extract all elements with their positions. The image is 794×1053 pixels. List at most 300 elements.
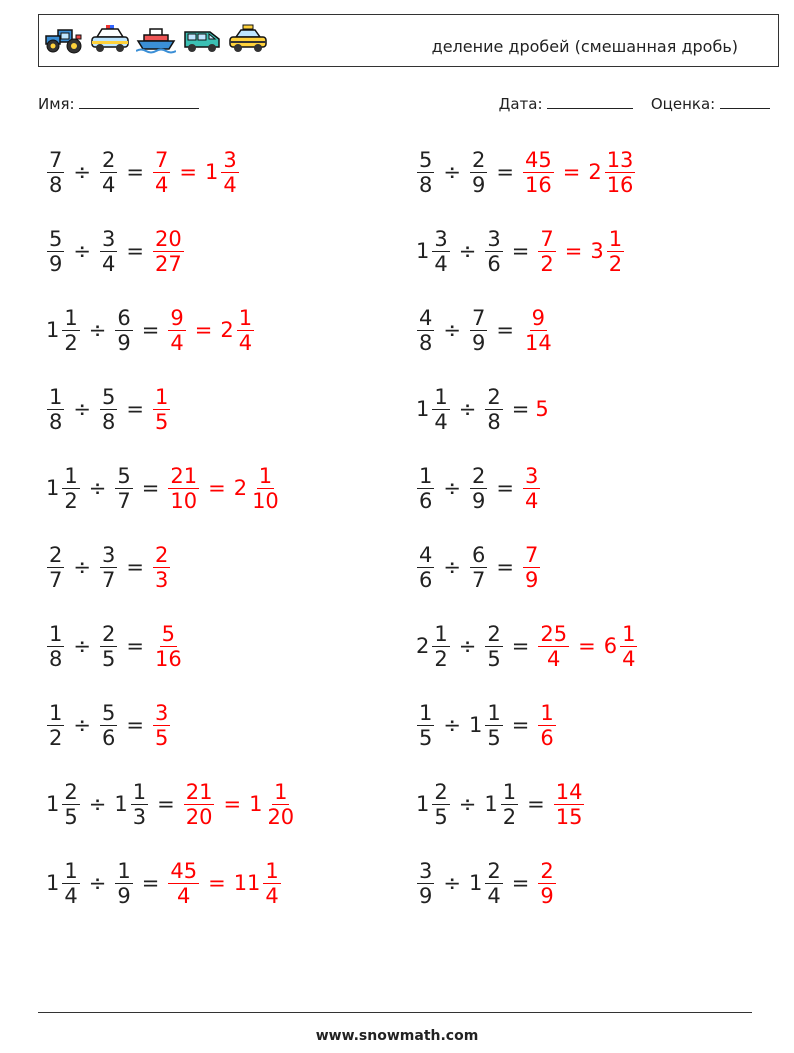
answer-mixed-fraction-denominator: 2 — [608, 251, 623, 276]
operand-a-fraction — [417, 701, 434, 750]
problem-item — [414, 379, 549, 439]
answer — [535, 397, 548, 421]
answer-mixed-fraction-denominator: 4 — [265, 883, 279, 908]
operand-a-fraction-denominator: 9 — [49, 251, 63, 276]
operand-a-fraction-denominator: 8 — [419, 172, 433, 197]
operand-b-fraction — [100, 227, 117, 276]
operand-a-fraction — [62, 464, 79, 513]
operand-a-fraction-denominator: 2 — [64, 488, 78, 513]
taxi-icon — [228, 24, 268, 54]
answer-improper-fraction — [153, 543, 170, 592]
operand-b-fraction — [115, 306, 132, 355]
answer-improper-fraction-denominator: 16 — [524, 172, 552, 197]
answer-improper-fraction-numerator: 9 — [531, 305, 546, 330]
operand-b-fraction-numerator: 3 — [101, 226, 116, 251]
header-icons — [44, 24, 268, 54]
tractor-icon — [44, 24, 84, 54]
operand-a-fraction-numerator: 5 — [49, 226, 63, 251]
answer-improper-fraction-numerator: 21 — [170, 463, 198, 488]
answer-improper-fraction-denominator: 15 — [555, 804, 583, 829]
operand-a-fraction-numerator: 1 — [49, 384, 63, 409]
answer-mixed-whole: 1 — [249, 792, 263, 816]
answer — [150, 148, 242, 197]
answer-improper-fraction-numerator: 5 — [161, 621, 176, 646]
equals-sign: = — [511, 713, 530, 737]
equals-sign: = — [126, 239, 144, 263]
operand-a-fraction-numerator: 7 — [49, 147, 63, 172]
answer-improper-fraction-numerator: 25 — [540, 621, 568, 646]
answer-mixed-fraction-numerator: 3 — [223, 147, 237, 172]
operand-b-fraction-numerator: 5 — [101, 384, 116, 409]
operand-a-fraction — [417, 859, 434, 908]
operand-a-fraction — [47, 385, 64, 434]
operand-a-fraction-numerator: 3 — [419, 858, 433, 883]
grade-blank[interactable] — [720, 94, 770, 109]
operand-a-fraction — [47, 622, 64, 671]
answer — [165, 859, 283, 908]
operand-a-fraction-numerator: 1 — [64, 305, 78, 330]
answer-equals-sign: = — [578, 634, 596, 658]
problem-item — [414, 142, 638, 202]
operand-a-fraction-numerator: 4 — [419, 542, 433, 567]
operand-b-fraction — [100, 622, 117, 671]
answer-improper-fraction-numerator: 20 — [154, 226, 182, 251]
operand-b-fraction-denominator: 9 — [117, 883, 131, 908]
answer-improper-fraction — [523, 543, 540, 592]
operand-a-fraction-denominator: 8 — [49, 172, 63, 197]
answer — [181, 780, 299, 829]
operand-b-fraction-numerator: 1 — [117, 858, 131, 883]
operand-a-fraction-denominator: 7 — [49, 567, 63, 592]
equals-sign: = — [141, 871, 160, 895]
answer-mixed-fraction — [221, 148, 238, 197]
answer-mixed-fraction-denominator: 16 — [606, 172, 634, 197]
answer — [535, 227, 627, 276]
operand-a-fraction-denominator: 4 — [64, 883, 78, 908]
operand-b-fraction-denominator: 6 — [487, 251, 501, 276]
operand-b-fraction — [131, 780, 148, 829]
operand-b-fraction-denominator: 3 — [132, 804, 147, 829]
operand-b-fraction — [485, 859, 502, 908]
operand-b-fraction-denominator: 4 — [101, 172, 116, 197]
answer-improper-fraction-numerator: 7 — [154, 147, 169, 172]
operand-a-fraction-numerator: 3 — [434, 226, 448, 251]
answer-improper-fraction-numerator: 1 — [540, 700, 554, 725]
answer-improper-fraction — [523, 148, 554, 197]
answer-improper-fraction-numerator: 3 — [524, 463, 539, 488]
operand-b-fraction-denominator: 2 — [502, 804, 517, 829]
divide-sign: ÷ — [458, 634, 477, 658]
operand-a-fraction-denominator: 5 — [434, 804, 448, 829]
operand-a-fraction-numerator: 1 — [419, 463, 433, 488]
answer-improper-fraction — [538, 859, 555, 908]
answer-improper-fraction-denominator: 27 — [154, 251, 182, 276]
answer-mixed-fraction — [620, 622, 637, 671]
answer-improper-fraction-denominator: 4 — [154, 172, 169, 197]
operand-b-fraction-numerator: 2 — [471, 147, 486, 172]
answer-improper-fraction-numerator: 2 — [154, 542, 169, 567]
answer-improper-fraction-numerator: 21 — [185, 779, 213, 804]
operand-a-fraction-numerator: 2 — [434, 779, 448, 804]
van-icon — [182, 24, 222, 54]
answer-improper-fraction — [153, 622, 184, 671]
answer — [150, 701, 173, 750]
answer-equals-sign: = — [194, 318, 213, 342]
answer-integer: 5 — [535, 397, 549, 421]
equals-sign: = — [511, 239, 530, 263]
operand-b-fraction-denominator: 8 — [101, 409, 116, 434]
answer — [520, 543, 543, 592]
answer-mixed-fraction-denominator: 4 — [223, 172, 237, 197]
operand-b-whole: 1 — [468, 713, 483, 737]
operand-b-fraction-numerator: 5 — [101, 700, 116, 725]
answer-equals-sign: = — [564, 239, 583, 263]
answer-improper-fraction-denominator: 4 — [177, 883, 191, 908]
operand-b-fraction-denominator: 4 — [101, 251, 116, 276]
answer-improper-fraction-numerator: 45 — [170, 858, 198, 883]
answer-improper-fraction-numerator: 7 — [540, 226, 554, 251]
operand-a-fraction-denominator: 9 — [419, 883, 433, 908]
answer — [535, 701, 558, 750]
operand-b-fraction — [470, 464, 487, 513]
answer-improper-fraction-numerator: 9 — [170, 305, 184, 330]
answer — [150, 385, 173, 434]
name-blank[interactable] — [79, 94, 199, 109]
problem-item — [44, 379, 173, 439]
operand-a-fraction — [432, 385, 449, 434]
operand-b-fraction — [100, 543, 117, 592]
operand-b-fraction-numerator: 3 — [487, 226, 501, 251]
equals-sign: = — [141, 318, 160, 342]
equals-sign: = — [126, 555, 144, 579]
operand-b-fraction — [100, 701, 117, 750]
answer-improper-fraction — [523, 464, 540, 513]
answer-improper-fraction-numerator: 2 — [540, 858, 554, 883]
answer — [520, 306, 557, 355]
operand-a-fraction — [47, 701, 64, 750]
answer-mixed-fraction — [263, 859, 280, 908]
answer-improper-fraction — [168, 464, 199, 513]
answer-mixed-fraction-numerator: 1 — [265, 858, 279, 883]
answer-mixed-fraction-denominator: 4 — [622, 646, 636, 671]
equals-sign: = — [141, 476, 160, 500]
operand-b-fraction — [115, 859, 132, 908]
operand-a-fraction-numerator: 1 — [434, 621, 448, 646]
answer-improper-fraction-denominator: 14 — [524, 330, 552, 355]
divide-sign: ÷ — [443, 713, 461, 737]
operand-b-fraction-denominator: 8 — [487, 409, 501, 434]
equals-sign: = — [126, 634, 144, 658]
problem-item — [44, 142, 242, 202]
operand-b-fraction-denominator: 5 — [487, 646, 501, 671]
operand-a-fraction-numerator: 2 — [64, 779, 78, 804]
operand-a-fraction — [432, 227, 449, 276]
police-car-icon — [90, 24, 130, 54]
answer-mixed-whole: 3 — [590, 239, 604, 263]
operand-a-fraction — [62, 306, 79, 355]
divide-sign: ÷ — [88, 318, 107, 342]
answer — [150, 622, 187, 671]
operand-b-fraction-denominator: 7 — [117, 488, 131, 513]
answer-equals-sign: = — [223, 792, 242, 816]
answer-mixed-fraction-denominator: 4 — [238, 330, 253, 355]
answer-mixed-fraction — [250, 464, 281, 513]
answer — [535, 622, 640, 671]
operand-b-fraction-numerator: 2 — [487, 858, 501, 883]
divide-sign: ÷ — [73, 555, 91, 579]
divide-sign: ÷ — [458, 239, 477, 263]
operand-b-fraction-numerator: 2 — [471, 463, 486, 488]
answer-equals-sign: = — [179, 160, 197, 184]
worksheet-title: деление дробей (смешанная дробь) — [431, 37, 738, 56]
operand-b-fraction-numerator: 2 — [487, 384, 501, 409]
operand-b-whole: 1 — [114, 792, 128, 816]
answer-equals-sign: = — [208, 476, 226, 500]
answer-mixed-fraction-numerator: 1 — [622, 621, 636, 646]
answer-improper-fraction-denominator: 5 — [154, 725, 169, 750]
name-label: Имя: — [38, 95, 75, 113]
divide-sign: ÷ — [88, 871, 107, 895]
operand-a-fraction — [417, 543, 434, 592]
equals-sign: = — [496, 318, 514, 342]
operand-a-whole: 1 — [46, 318, 60, 342]
problem-item — [44, 221, 187, 281]
operand-a-fraction-denominator: 2 — [434, 646, 448, 671]
operand-b-fraction-numerator: 1 — [132, 779, 147, 804]
answer-mixed-whole: 2 — [220, 318, 234, 342]
date-label: Дата: — [498, 95, 543, 113]
operand-b-fraction — [485, 227, 502, 276]
operand-a-fraction-numerator: 2 — [49, 542, 63, 567]
operand-a-fraction-denominator: 6 — [419, 567, 433, 592]
header-box — [38, 14, 779, 67]
answer-improper-fraction-denominator: 9 — [540, 883, 554, 908]
operand-a-fraction — [47, 148, 64, 197]
operand-b-fraction-numerator: 2 — [101, 621, 116, 646]
answer-mixed-fraction — [605, 148, 636, 197]
operand-a-fraction — [47, 227, 64, 276]
operand-b-fraction-numerator: 2 — [101, 147, 116, 172]
answer-mixed-whole: 2 — [588, 160, 602, 184]
answer-improper-fraction-denominator: 4 — [524, 488, 539, 513]
problem-item — [44, 300, 257, 360]
answer-mixed-fraction-numerator: 1 — [258, 463, 273, 488]
operand-a-fraction-denominator: 8 — [419, 330, 433, 355]
operand-b-fraction — [470, 148, 487, 197]
operand-a-fraction-numerator: 1 — [434, 384, 448, 409]
answer-improper-fraction-numerator: 7 — [524, 542, 539, 567]
answer-mixed-fraction-denominator: 10 — [252, 488, 279, 513]
answer — [520, 464, 543, 513]
operand-a-fraction-denominator: 5 — [64, 804, 78, 829]
answer-improper-fraction — [153, 227, 184, 276]
footer-divider — [38, 1012, 752, 1013]
equals-sign: = — [126, 160, 144, 184]
answer-improper-fraction — [538, 701, 555, 750]
equals-sign: = — [496, 476, 514, 500]
operand-b-fraction-denominator: 5 — [101, 646, 116, 671]
divide-sign: ÷ — [73, 397, 91, 421]
operand-a-fraction-denominator: 4 — [434, 251, 448, 276]
operand-a-fraction-denominator: 4 — [434, 409, 448, 434]
answer-improper-fraction — [153, 148, 170, 197]
operand-a-fraction-numerator: 1 — [64, 858, 78, 883]
operand-b-fraction — [100, 385, 117, 434]
operand-b-fraction — [470, 306, 487, 355]
problem-item — [414, 537, 543, 597]
grade-label: Оценка: — [650, 95, 716, 113]
answer-improper-fraction-numerator: 3 — [154, 700, 169, 725]
equals-sign: = — [511, 397, 530, 421]
divide-sign: ÷ — [443, 318, 461, 342]
problem-item — [44, 774, 299, 834]
divide-sign: ÷ — [443, 160, 461, 184]
answer — [535, 859, 558, 908]
answer-equals-sign: = — [562, 160, 581, 184]
operand-a-fraction — [417, 464, 434, 513]
problem-item — [414, 300, 557, 360]
problem-item — [414, 774, 587, 834]
operand-b-fraction-denominator: 9 — [471, 330, 486, 355]
operand-b-whole: 1 — [468, 871, 483, 895]
operand-a-whole: 1 — [46, 871, 60, 895]
footer-url: www.snowmath.com — [315, 1028, 479, 1044]
divide-sign: ÷ — [458, 397, 477, 421]
equals-sign: = — [157, 792, 175, 816]
operand-a-whole: 1 — [416, 397, 430, 421]
operand-b-fraction-denominator: 9 — [471, 172, 486, 197]
answer-improper-fraction-numerator: 14 — [555, 779, 583, 804]
answer-improper-fraction-numerator: 1 — [154, 384, 169, 409]
divide-sign: ÷ — [88, 476, 107, 500]
operand-b-whole: 1 — [484, 792, 498, 816]
operand-a-fraction-numerator: 1 — [49, 700, 63, 725]
problem-item — [44, 458, 284, 518]
operand-b-fraction-numerator: 2 — [487, 621, 501, 646]
answer — [165, 306, 257, 355]
answer-improper-fraction-denominator: 4 — [170, 330, 184, 355]
date-blank[interactable] — [547, 94, 633, 109]
answer-mixed-fraction-denominator: 20 — [267, 804, 295, 829]
answer-mixed-whole: 1 — [204, 160, 219, 184]
operand-b-fraction-denominator: 5 — [487, 725, 501, 750]
answer — [520, 148, 638, 197]
operand-b-fraction-numerator: 1 — [502, 779, 517, 804]
answer-improper-fraction — [538, 227, 555, 276]
operand-a-whole: 1 — [46, 476, 60, 500]
operand-b-fraction — [470, 543, 487, 592]
answer-improper-fraction — [554, 780, 585, 829]
operand-b-fraction — [115, 464, 132, 513]
equals-sign: = — [126, 397, 144, 421]
problem-item — [414, 458, 543, 518]
answer-improper-fraction — [153, 385, 170, 434]
operand-b-fraction-denominator: 9 — [117, 330, 131, 355]
answer-improper-fraction-denominator: 3 — [154, 567, 169, 592]
operand-a-fraction — [62, 780, 79, 829]
answer-improper-fraction — [153, 701, 170, 750]
problem-item — [414, 221, 627, 281]
operand-a-fraction-numerator: 1 — [49, 621, 63, 646]
divide-sign: ÷ — [73, 160, 91, 184]
operand-a-fraction — [417, 306, 434, 355]
answer — [150, 227, 187, 276]
operand-b-fraction-numerator: 6 — [117, 305, 131, 330]
answer-improper-fraction-numerator: 45 — [524, 147, 552, 172]
answer-mixed-fraction-numerator: 1 — [238, 305, 253, 330]
divide-sign: ÷ — [443, 555, 461, 579]
operand-a-fraction-denominator: 2 — [64, 330, 78, 355]
answer-improper-fraction-denominator: 16 — [154, 646, 182, 671]
answer-mixed-fraction — [265, 780, 296, 829]
divide-sign: ÷ — [88, 792, 107, 816]
answer-mixed-whole: 11 — [233, 871, 261, 895]
operand-b-fraction — [485, 385, 502, 434]
operand-b-fraction — [485, 701, 502, 750]
answer-mixed-whole: 2 — [233, 476, 248, 500]
answer-improper-fraction-denominator: 6 — [540, 725, 554, 750]
operand-b-fraction-numerator: 1 — [487, 700, 501, 725]
operand-a-fraction-denominator: 2 — [49, 725, 63, 750]
operand-a-fraction — [432, 622, 449, 671]
operand-a-whole: 1 — [46, 792, 60, 816]
operand-a-fraction-denominator: 8 — [49, 409, 63, 434]
operand-b-fraction — [501, 780, 518, 829]
answer-mixed-whole: 6 — [603, 634, 618, 658]
divide-sign: ÷ — [73, 634, 91, 658]
divide-sign: ÷ — [443, 871, 461, 895]
operand-b-fraction-numerator: 5 — [117, 463, 131, 488]
operand-a-fraction-denominator: 8 — [49, 646, 63, 671]
answer-mixed-fraction-numerator: 1 — [608, 226, 623, 251]
answer — [150, 543, 173, 592]
operand-b-fraction-denominator: 7 — [471, 567, 486, 592]
problem-item — [414, 853, 559, 913]
answer-mixed-fraction — [237, 306, 254, 355]
operand-a-fraction-numerator: 1 — [64, 463, 78, 488]
answer-improper-fraction-denominator: 5 — [154, 409, 169, 434]
operand-a-fraction-numerator: 1 — [419, 700, 433, 725]
answer-improper-fraction-denominator: 10 — [170, 488, 198, 513]
operand-a-fraction-denominator: 5 — [419, 725, 433, 750]
equals-sign: = — [126, 713, 144, 737]
answer-equals-sign: = — [208, 871, 226, 895]
divide-sign: ÷ — [73, 239, 91, 263]
problem-item — [44, 537, 173, 597]
problem-item — [44, 695, 173, 755]
equals-sign: = — [511, 871, 530, 895]
operand-a-fraction-denominator: 6 — [419, 488, 433, 513]
operand-b-fraction — [100, 148, 117, 197]
operand-a-fraction-numerator: 5 — [419, 147, 433, 172]
answer-mixed-fraction — [607, 227, 624, 276]
equals-sign: = — [496, 160, 514, 184]
answer-improper-fraction-denominator: 2 — [540, 251, 554, 276]
operand-b-fraction-denominator: 4 — [487, 883, 501, 908]
answer — [165, 464, 283, 513]
operand-b-fraction-numerator: 6 — [471, 542, 486, 567]
operand-a-fraction-numerator: 4 — [419, 305, 433, 330]
problem-item — [44, 616, 187, 676]
answer-mixed-fraction-numerator: 13 — [606, 147, 634, 172]
equals-sign: = — [496, 555, 514, 579]
name-field — [38, 94, 199, 113]
answer-improper-fraction — [168, 859, 199, 908]
operand-a-whole: 2 — [416, 634, 430, 658]
answer — [551, 780, 588, 829]
divide-sign: ÷ — [443, 476, 461, 500]
operand-b-fraction-numerator: 7 — [471, 305, 486, 330]
